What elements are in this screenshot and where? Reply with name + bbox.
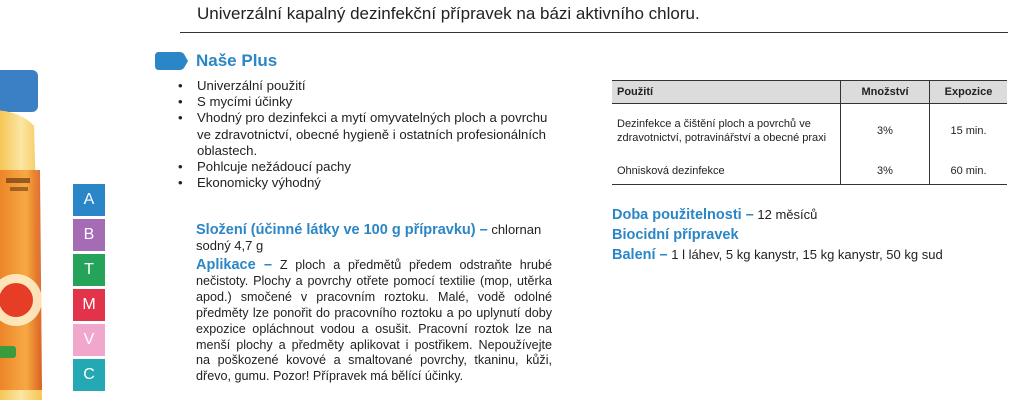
table-header-row: [612, 81, 1007, 104]
category-letters: [73, 184, 105, 394]
category-letter-m: M: [73, 289, 105, 321]
table-cell-use: Dezinfekce a čištění ploch a povrchů ve zdravotnictví, potravinářství a obecné praxi: [617, 118, 827, 144]
category-letter-b: B: [73, 219, 105, 251]
biocide-label: Biocidní přípravek: [612, 227, 739, 243]
application-text: Z ploch a předmětů předem odstraňte hrubé nečistoty. Plochy a povrchy otřete pomocí textilie (mop, utěrka apod.) smočené v pracovním roztoku. Malé, vodě odolné předměty lze ponořit do pracovního roztoku a po uplynutí doby expozice opláchnout vodou a osušit. Pracovní roztok lze na menší plochy a předměty aplikovat i postřikem. Nepoužívejte na poškozené kovové a smaltované povrchy, tkaninu, kůži, dřevo, gumu. Pozor! Přípravek má bělící účinky.: [196, 258, 552, 384]
plus-section-header: [155, 50, 277, 72]
composition-label: Složení (účinné látky ve 100 g přípravku) –: [196, 222, 488, 238]
usage-table: [612, 80, 1007, 185]
product-bottle-image: [0, 60, 58, 407]
category-letter-v: V: [73, 324, 105, 356]
application-section: [196, 258, 552, 385]
category-letter-t: T: [73, 254, 105, 286]
shelf-life-value: 12 měsíců: [753, 207, 818, 222]
table-cell-use: Ohnisková dezinfekce: [612, 158, 841, 185]
table-cell-amount: 3%: [841, 104, 930, 159]
list-item: • Ekonomicky výhodný: [178, 175, 558, 191]
list-item: • Pohlcuje nežádoucí pachy: [178, 159, 558, 175]
column-header-use: Použití: [612, 81, 841, 104]
product-info: [612, 205, 943, 265]
table-cell-amount: 3%: [841, 158, 930, 185]
composition-text: chlornan sodný 4,7 g: [196, 222, 542, 253]
plus-section-title: Naše Plus: [196, 51, 278, 70]
list-item: • Univerzální použití: [178, 78, 558, 94]
shelf-life-label: Doba použitelnosti –: [612, 207, 754, 223]
composition-section: [196, 222, 556, 254]
table-row: [612, 158, 1007, 185]
biocide-line: [612, 225, 943, 245]
tag-arrow-icon: [155, 52, 188, 70]
packaging-label: Balení –: [612, 247, 668, 263]
application-label: Aplikace –: [196, 257, 273, 273]
category-letter-c: C: [73, 359, 105, 391]
list-item: • Vhodný pro dezinfekci a mytí omyvatelných ploch a povrchu ve zdravotnictví, obecné hygieně i ostatních profesionálních oblastech.: [178, 110, 558, 159]
product-subtitle: Univerzální kapalný dezinfekční přípravek na bázi aktivního chloru.: [197, 4, 700, 23]
table-cell-exposure: 15 min.: [930, 104, 1008, 159]
list-item: • S mycími účinky: [178, 94, 558, 110]
column-header-amount: Množství: [841, 81, 930, 104]
category-letter-a: A: [73, 184, 105, 216]
feature-list: [178, 78, 558, 191]
packaging-value: 1 l láhev, 5 kg kanystr, 15 kg kanystr, 50 kg sud: [667, 247, 943, 262]
header-divider: [180, 32, 1008, 33]
shelf-life-line: [612, 205, 943, 225]
table-cell-exposure: 60 min.: [930, 158, 1008, 185]
table-row: [612, 104, 1007, 159]
packaging-line: [612, 245, 943, 265]
column-header-exposure: Expozice: [930, 81, 1008, 104]
